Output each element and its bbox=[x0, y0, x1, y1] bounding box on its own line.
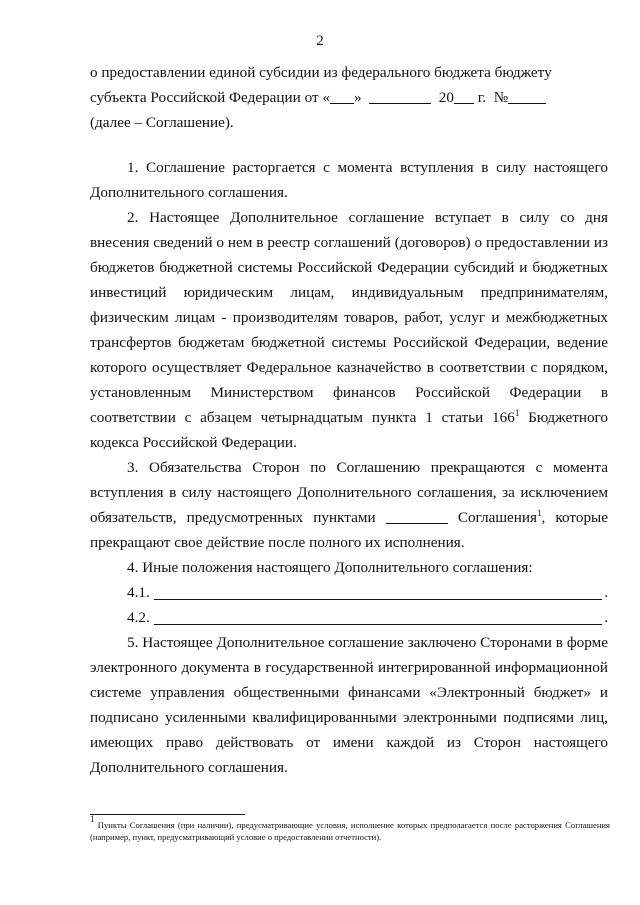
clause-4-2-blank bbox=[154, 624, 602, 625]
clause-4-2 bbox=[90, 605, 608, 630]
month-blank bbox=[369, 89, 431, 104]
number-sign: № bbox=[493, 89, 509, 106]
number-blank bbox=[508, 89, 546, 104]
spacer bbox=[90, 135, 608, 155]
day-blank bbox=[330, 89, 354, 104]
clause-4-1-end: . bbox=[604, 584, 608, 601]
clause-4: 4. Иные положения настоящего Дополнительного соглашения: bbox=[127, 559, 533, 576]
intro-line-2 bbox=[90, 85, 608, 110]
footnote-divider bbox=[90, 814, 245, 815]
points-blank bbox=[386, 509, 448, 524]
clause-2 bbox=[90, 205, 608, 455]
year-prefix: 20 bbox=[438, 89, 454, 106]
clause-4-2-end: . bbox=[604, 609, 608, 626]
intro-line-3: (далее – Соглашение). bbox=[90, 114, 234, 131]
footnote-ref: 1 bbox=[537, 508, 542, 518]
page-number: 2 bbox=[316, 33, 324, 49]
year-suffix: г. bbox=[477, 89, 487, 106]
clause-4-1 bbox=[90, 580, 608, 605]
year-blank bbox=[454, 89, 474, 104]
quote-close: » bbox=[354, 89, 362, 106]
intro-line-2-prefix: субъекта Российской Федерации от « bbox=[90, 89, 331, 106]
clause-3-text-c: , которые прекращают свое действие после полного их исполнения. bbox=[90, 509, 608, 551]
document-body bbox=[90, 60, 608, 780]
clause-3-text-a: 3. Обязательства Сторон по Соглашению прекращаются с момента вступления в силу настоящего Дополнительного соглашения, за исключением обязательств, предусмотренных пунктами bbox=[90, 459, 608, 526]
clause-2-text: 2. Настоящее Дополнительное соглашение вступает в силу со дня внесения сведений о нем в реестр соглашений (договоров) о предоставлении из бюджетов бюджетной системы Российской Федерации субсидий и бюджетных инвестиций юридическим лицам, индивидуальным предпринимателям, физическим лицам - производителям товаров, работ, услуг и межбюджетных трансфертов бюджетам бюджетной системы Российской Федерации, ведение которого осуществляет Федеральное казначейство в соответствии с порядком, установленным Министерством финансов Российской Федерации в соответствии с абзацем четырнадцатым пункта 1 статьи 166 bbox=[90, 209, 608, 426]
clause-4-1-label: 4.1. bbox=[127, 584, 150, 601]
clause-5: 5. Настоящее Дополнительное соглашение заключено Сторонами в форме электронного документа в государственной интегрированной информационной системе управления общественными финансами «Электронный бюджет» и подписано усиленными квалифицированными электронными подписями лиц, имеющих право действовать от имени каждой из Сторон настоящего Дополнительного соглашения. bbox=[90, 634, 608, 776]
intro-line-1: о предоставлении единой субсидии из федерального бюджета бюджету bbox=[90, 64, 552, 81]
footnote-text: Пункты Соглашения (при наличии), предусматривающие условия, исполнение которых предполагается после расторжения Соглашения (например, пункт, предусматривающий условие о предоставлении отчетности). bbox=[90, 820, 610, 842]
clause-4-2-label: 4.2. bbox=[127, 609, 150, 626]
clause-3-text-b: Соглашения bbox=[447, 509, 538, 526]
clause-1: 1. Соглашение расторгается с момента вступления в силу настоящего Дополнительного соглашения. bbox=[90, 159, 608, 201]
clause-4-1-blank bbox=[154, 599, 602, 600]
footnote-mark: 1 bbox=[90, 814, 95, 824]
clause-2-tail: Бюджетного кодекса Российской Федерации. bbox=[90, 409, 608, 451]
footnote-ref: 1 bbox=[514, 408, 520, 418]
footnote bbox=[90, 814, 610, 843]
clause-3 bbox=[90, 455, 608, 555]
